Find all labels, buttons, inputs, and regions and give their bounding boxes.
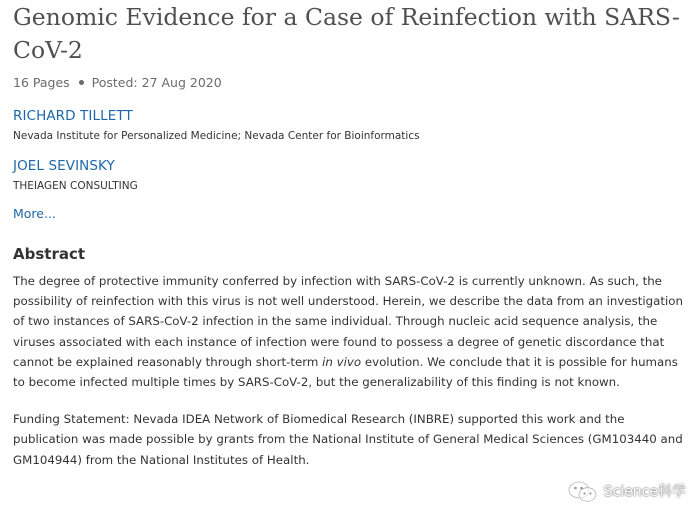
author-affiliation: THEIAGEN CONSULTING: [13, 180, 138, 192]
separator-dot: [79, 80, 84, 85]
author-block: [13, 107, 686, 145]
paper-meta: [13, 74, 686, 92]
page-count: 16 Pages: [13, 75, 70, 90]
author-name-link[interactable]: RICHARD TILLETT: [13, 108, 133, 124]
watermark-text: Science科学: [603, 484, 686, 500]
watermark: [568, 478, 686, 506]
abstract-italic-term: in vivo: [322, 354, 362, 369]
author-affiliation: Nevada Institute for Personalized Medicine; Nevada Center for Bioinformatics: [13, 130, 420, 142]
author-block: [13, 157, 686, 195]
wechat-icon: [568, 480, 598, 504]
posted-date: Posted: 27 Aug 2020: [91, 75, 222, 90]
paper-title: Genomic Evidence for a Case of Reinfection with SARS-CoV-2: [13, 3, 680, 64]
funding-statement: Funding Statement: Nevada IDEA Network of Biomedical Research (INBRE) supported this work and the publication was made possible by grants from the National Institute of General Medical Sciences (GM103440 and GM104944) from the National Institutes of Health.: [13, 412, 683, 467]
abstract-text: [13, 271, 686, 392]
author-name-link[interactable]: JOEL SEVINSKY: [13, 158, 115, 174]
more-authors-link[interactable]: More...: [13, 206, 56, 221]
abstract-text-part: evolution. We conclude that it is possible for humans to become infected multiple times by SARS-CoV-2, but the generalizability of this finding is not known.: [13, 354, 678, 390]
abstract-heading: Abstract: [13, 245, 86, 263]
abstract-text-part: The degree of protective immunity conferred by infection with SARS-CoV-2 is currently unknown. As such, the possibility of reinfection with this virus is not well understood. Herein, we describe the data from an investigation of two instances of SARS-CoV-2 infection in the same individual. Through nucleic acid sequence analysis, the viruses associated with each instance of infection were found to possess a degree of genetic discordance that cannot be explained reasonably through short-term: [13, 274, 683, 369]
